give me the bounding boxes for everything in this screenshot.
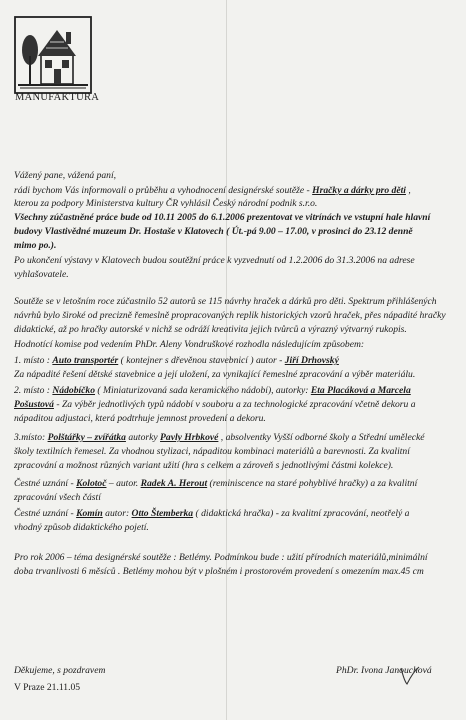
jury-line: Hodnotící komise pod vedením PhDr. Aleny Vondruškové rozhodla následujícím způsobem: (14, 339, 365, 350)
exhibition-line-1: Všechny zúčastněné práce bude od 10.11 2005 do 6.1.2006 prezentovat ve vitrínách ve vstupní hale hlavní (14, 212, 431, 223)
logo-wordmark: MANUFAKTURA (15, 92, 100, 103)
second-place-authors: Eta Placáková a Marcela (310, 385, 411, 396)
signature-scribble (395, 664, 425, 688)
closing: Děkujeme, s pozdravem (14, 665, 106, 676)
honor-1-author: Radek A. Herout (140, 478, 208, 489)
honor-1-line: Čestné uznání - Kolotoč – autor. Radek A. Herout (reminiscence na staré pohyblivé hračky) a za kvalitní (14, 478, 418, 489)
honor-2-line: Čestné uznání - Komín autor: Otto Štemberka ( didaktická hračka) - za kvalitní zpracování, neotřelý a (14, 508, 410, 519)
pickup-line-2: vyhlašovatele. (14, 269, 69, 280)
intro-line-1: rádi bychom Vás informovali o průběhu a vyhodnocení designérské soutěže - Hračky a dárky pro děti , (14, 185, 411, 196)
third-place-line: 3.místo: Polštářky – zvířátka autorky Pavly Hrbkové , absolventky Vyšší odborné školy a Střední umělecké (14, 432, 425, 443)
pickup-line-1: Po ukončení výstavy v Klatovech budou soutěžní práce k vyzvednutí od 1.2.2006 do 31.3.2006 na adrese (14, 255, 415, 266)
honor-1-line-2: zpracování všech částí (14, 492, 101, 503)
honor-2-work: Komín (76, 508, 103, 519)
second-place-line-2: Pošustová - Za výběr jednotlivých typů nádobí v souboru a za technologické zpracování včetně dekoru a (14, 399, 416, 410)
summary-line-3: didaktické, až po hračky autorské v nichž se odráží kreativita jejich tvůrců a výrazný výtvarný rukopis. (14, 324, 407, 335)
honor-1-work: Kolotoč (76, 478, 107, 489)
third-place-work: Polštářky – zvířátka (47, 432, 126, 443)
first-place-line: 1. místo : Auto transportér ( kontejner s dřevěnou stavebnicí ) autor - Jiří Drhovský (14, 355, 339, 366)
first-place-author: Jiří Drhovský (284, 355, 339, 366)
salutation: Vážený pane, vážená paní, (14, 170, 117, 181)
second-place-line: 2. místo : Nádobíčko ( Miniaturizovaná sada keramického nádobí), autorky: Eta Placáková a Marcela (14, 385, 411, 396)
third-place-line-2: školy textilních řemesel. Za vhodnou stylizaci, nápaditou kombinaci materiálů a barevnosti. Za kvalitní (14, 446, 410, 457)
first-place-reason: Za nápadité řešení dětské stavebnice a její uložení, za vynikající řemeslné zpracování a výběr materiálu. (14, 369, 416, 380)
next-year-line-1: Pro rok 2006 – téma designérské soutěže : Betlémy. Podmínkou bude : užití přírodních materiálů,minimální (14, 552, 428, 563)
honor-2-line-2: vhodný způsob didaktického pojetí. (14, 522, 149, 533)
signatory-name: PhDr. Ivona Janouchová (336, 665, 432, 676)
competition-name: Hračky a dárky pro děti (312, 185, 406, 196)
second-place-work: Nádobíčko (52, 385, 96, 396)
intro-line-2: kterou za podpory Ministerstva kultury ČR vyhlásil Český národní podnik s.r.o. (14, 198, 318, 209)
exhibition-line-2: budovy Vlastivědné muzeum Dr. Hostaše v Klatovech ( Út.-pá 9.00 – 17.00, v prosinci do 23.12 denně (14, 226, 413, 237)
honor-2-author: Otto Štemberka (131, 508, 194, 519)
house-logo-icon (14, 16, 92, 94)
exhibition-line-3: mimo po.). (14, 240, 57, 251)
third-place-reason: zpracování a možnost různých variant užití (hra s celkem a zároveň s jednotlivými částmi kolekce). (14, 460, 394, 471)
first-place-work: Auto transportér (52, 355, 119, 366)
summary-line-1: Soutěže se v letošním roce zúčastnilo 52 autorů se 115 návrhy hraček a dárků pro děti. Spektrum přihlášených (14, 296, 437, 307)
third-place-author: Pavly Hrbkové (160, 432, 219, 443)
second-place-reason: nápaditou adjustaci, která podtrhuje jemnost provedení a dekoru. (14, 413, 266, 424)
next-year-line-2: doba trvanlivosti 6 měsíců . Betlémy mohou být v plošném i prostorovém provedení s omezením max.45 cm (14, 566, 424, 577)
summary-line-2: návrhů bylo široké od precizně řemeslně propracovaných replik historických vzorů hraček, přes nápadité hračky (14, 310, 446, 321)
place-date: V Praze 21.11.05 (14, 682, 81, 693)
